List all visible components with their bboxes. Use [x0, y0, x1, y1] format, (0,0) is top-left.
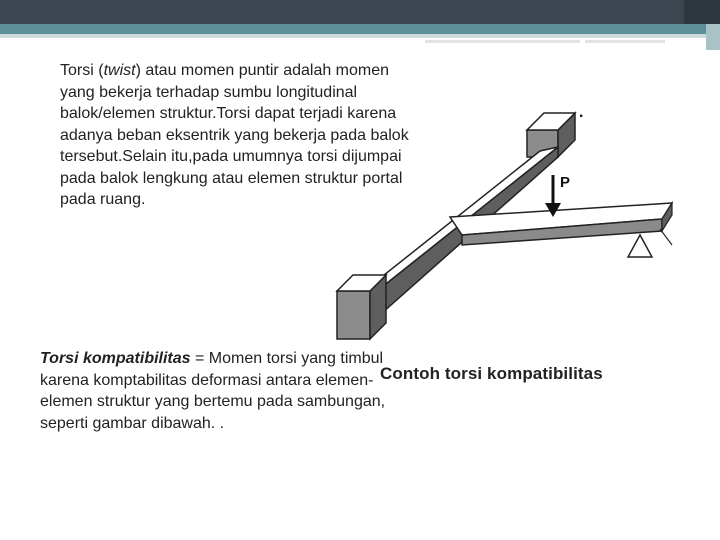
compatibility-torsion-diagram — [300, 95, 690, 345]
header-right-stripe — [706, 24, 720, 50]
compatibility-torsion-text — [40, 348, 390, 434]
compatibility-separator: = — [190, 350, 209, 367]
header-underline-1 — [425, 40, 580, 43]
header-underline-2 — [585, 40, 665, 43]
front-column-front — [337, 291, 370, 339]
definition-twist-word: twist — [103, 62, 136, 79]
pin-support-ground — [660, 229, 672, 245]
header-dark-block — [684, 0, 720, 24]
compatibility-term: Torsi kompatibilitas — [40, 350, 191, 367]
header-accent-light — [0, 34, 720, 38]
load-label: P — [560, 174, 571, 191]
definition-prefix: Torsi ( — [60, 62, 104, 79]
header-bar — [0, 0, 720, 24]
pin-support — [628, 235, 652, 257]
dot-label: . — [579, 104, 584, 121]
diagram-caption: Contoh torsi kompatibilitas — [380, 364, 603, 383]
header-accent-bar — [0, 24, 720, 34]
definition-rest: ) atau momen puntir adalah momen yang bekerja terhadap sumbu longitudinal balok/elemen struktur.Torsi dapat terjadi karena adanya beban eksentrik yang bekerja pada balok tersebut.Selain itu,pada umumnya torsi dijumpai pada balok lengkung atau elemen struktur portal pada ruang. — [60, 62, 409, 208]
compatibility-description: Momen torsi yang timbul karena komptabilitas deformasi antara elemen-elemen struktur yang bertemu pada sambungan, seperti gambar dibawah. . — [40, 350, 386, 432]
